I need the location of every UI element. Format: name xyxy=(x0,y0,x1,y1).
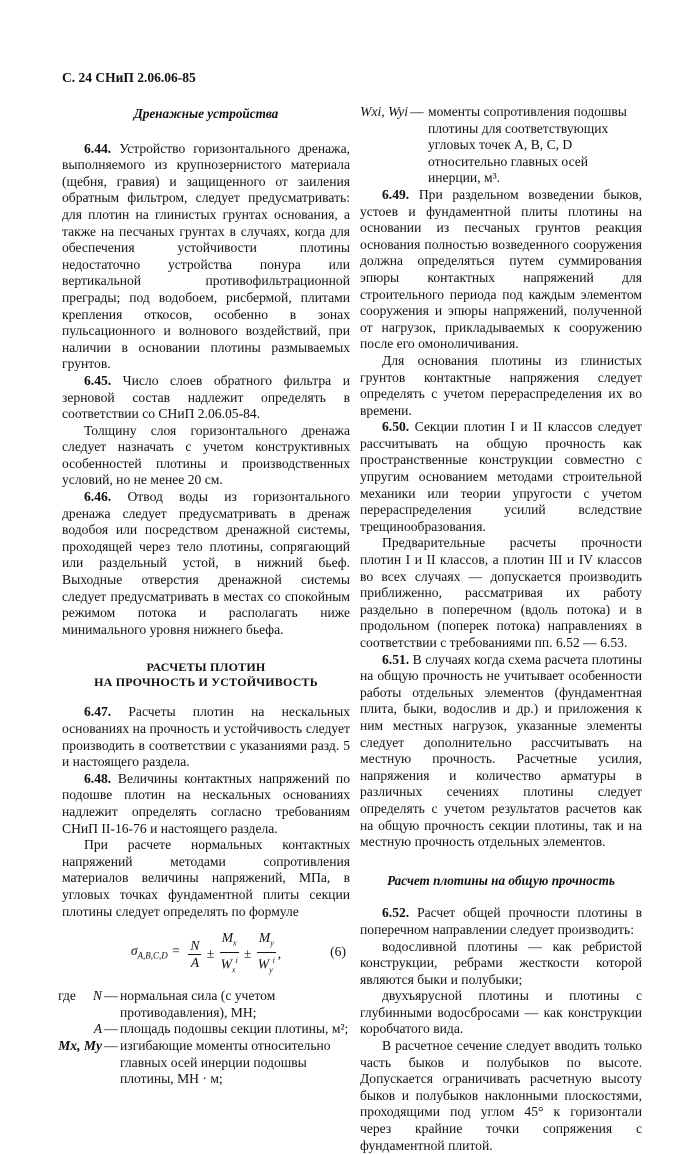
symbol-w: Wxi, Wyi xyxy=(360,104,408,119)
section-title-general-strength: Расчет плотины на общую прочность xyxy=(387,872,615,888)
symbol-m: Mx, My xyxy=(58,1037,102,1053)
symbol-a: A xyxy=(93,1021,102,1037)
paragraph-6-45-b: Толщину слоя горизонтального дренажа следует назначать с учетом конструктивных особенностей плотины и производственных условий, но не менее 20 см. xyxy=(62,422,350,488)
left-column xyxy=(58,100,350,1088)
where-word: где xyxy=(58,988,76,1004)
definition-text: площадь подошвы секции плотины, м²; xyxy=(120,1021,349,1037)
clause-number: 6.52. xyxy=(382,905,410,921)
clause-number: 6.47. xyxy=(84,704,112,720)
fraction-mx-wx: $\frac{M_x}{W_x^i}$ xyxy=(220,930,238,975)
definition-text: нормальная сила (с учетом противодавления), МН; xyxy=(120,988,276,1020)
paragraph-6-50-b: Предварительные расчеты прочности плотин I и II классов, а плотин III и IV классов во всех случаях — допускается производить приближенно, рассматривая их работу раздельно в поперечном (вдоль потока) и в продольном (поперек потока) направлениях в соответствии с требованиями пп. 6.52 — 6.53. xyxy=(360,535,642,650)
paragraph-text: Отвод воды из горизонтального дренажа следует предусматривать в дренаж водобоя или посредством дренажной системы, проходящей через тело плотины, сопрягающий или раздельный устой, в нижний бьеф. Выходные отверстия дренажной системы следует предусматривать в местах со спокойным режимом потока и располагать ниже минимального уровня нижнего бьефа. xyxy=(62,489,350,637)
clause-number: 6.50. xyxy=(382,419,410,435)
paragraph-6-51 xyxy=(360,652,642,851)
paragraph-text: В случаях когда схема расчета плотины на общую прочность не учитывает особенности работы отдельных элементов (фундаментная плита, быки, водослив и др.) и приложения к ним местных нагрузок, указанные элементы следует дополнительно рассчитывать на местную прочность. Расчетные усилия, напряжения и количество арматуры в различных сечениях плотины следует определять с учетом результатов расчетов как на общую прочность секции плотины, так и на местную прочность отдельных элементов. xyxy=(360,651,642,850)
section-title-calculations-line1: РАСЧЕТЫ ПЛОТИН xyxy=(146,660,266,675)
paragraph-6-52-c: В расчетное сечение следует вводить только часть быков и полубыков по высоте. Допускается ограничивать расчетную высоту быков и полубыков наклонными плоскостями, проходящими под углом 45° к горизонтали через крайние точки сопряжения с фундаментной плитой. xyxy=(360,1038,642,1153)
paragraph-text: Секции плотин I и II классов следует рассчитывать на общую прочность как пространственные конструкции совместно с упругим основанием методами строительной механики или теории упругости с учетом перераспределения усилий вследствие трещинообразования. xyxy=(360,419,642,534)
paragraph-text: Величины контактных напряжений по подошве плотин на нескальных основаниях надлежит определять согласно требованиям СНиП II-16-76 и настоящего раздела. xyxy=(62,770,350,836)
paragraph-text: При раздельном возведении быков, устоев и фундаментной плиты плотины на основании из песчаных грунтов реакция основания полностью возведенного сооружения должна определяться путем суммирования эпюры контактных напряжений для строительного периода под каждым элементом сооружения и эпюры напряжений, полученной от нагрузок, прикладываемых к сооружению после его омоноличивания. xyxy=(360,186,642,352)
paragraph-6-45 xyxy=(62,373,350,423)
paragraph-6-52 xyxy=(360,905,642,938)
paragraph-6-52-b: двухъярусной плотины и плотины с глубинными водосбросами — как конструкции коробчатого вида. xyxy=(360,988,642,1037)
clause-number: 6.46. xyxy=(84,489,112,505)
definition-n: где N — нормальная сила (с учетом противодавления), МН; xyxy=(22,988,350,1021)
paragraph-text: Устройство горизонтального дренажа, выполняемого из крупнозернистого материала (щебня, гравия) и защищенного от заиления обратным фильтром, следует предусматривать: для плотин на глинистых грунтах основания, а также на песчаных грунтах в случаях, когда для обеспечения устойчивости плотины недостаточно устройства понура или вертикальной противофильтрационной преграды; под водобоем, рисбермой, плитами крепления откосов, особенно в зонах пульсационного и волнового воздействий, при наличии в основании плотины размываемых грунтов. xyxy=(62,140,350,372)
section-title-drainage: Дренажные устройства xyxy=(133,106,279,121)
definition-text: моменты сопротивления подошвы плотины для соответствующих угловых точек A, B, C, D относительно главных осей инерции, м³. xyxy=(428,104,627,186)
paragraph-6-46 xyxy=(62,489,350,638)
paragraph-6-44 xyxy=(62,141,350,373)
clause-number: 6.48. xyxy=(84,770,112,786)
section-title-calculations-line2: НА ПРОЧНОСТЬ И УСТОЙЧИВОСТЬ xyxy=(94,675,318,690)
clause-number: 6.44. xyxy=(84,140,112,156)
symbol-n: N xyxy=(92,988,102,1004)
fraction-my-wy: $\frac{M_y}{W_y^i}$ xyxy=(257,930,275,975)
paragraph-6-49 xyxy=(360,187,642,353)
paragraph-6-52-a: водосливной плотины — как ребристой конструкции, ребрами жесткости которой являются быки и полубыки; xyxy=(360,938,642,987)
page-header: С. 24 СНиП 2.06.06-85 xyxy=(62,70,196,85)
definition-m: Mx, My — изгибающие моменты относительно главных осей инерции подошвы плотины, МН · м; xyxy=(42,1038,350,1088)
formula-sigma: $\sigma_{A,B,C,D}$ = xyxy=(130,943,181,962)
equation-number: (6) xyxy=(330,944,346,960)
paragraph-6-50 xyxy=(360,419,642,535)
clause-number: 6.51. xyxy=(382,651,410,667)
fraction-n-a: $\frac{N}{A}$ xyxy=(190,937,200,970)
paragraph-6-48-b: При расчете нормальных контактных напряжений методами сопротивления материалов величины напряжений, МПа, в угловых точках фундаментной плиты секции плотины следует определять по формуле xyxy=(62,837,350,919)
paragraph-text: Расчеты плотин на нескальных основаниях на прочность и устойчивость следует производить в соответствии с указаниями разд. 5 и настоящего раздела. xyxy=(62,704,350,770)
paragraph-text: Число слоев обратного фильтра и зерновой состав надлежит определять в соответствии со СНиП 2.06.05-84. xyxy=(62,372,350,422)
paragraph-6-48 xyxy=(62,771,350,837)
definition-w: Wxi, Wyi — моменты сопротивления подошвы плотины для соответствующих угловых точек A, B, C, D относительно главных осей инерции, м³. xyxy=(360,104,642,187)
clause-number: 6.49. xyxy=(382,186,410,202)
right-column xyxy=(360,100,642,1154)
clause-number: 6.45. xyxy=(84,372,112,388)
paragraph-text: Расчет общей прочности плотины в поперечном направлении следует производить: xyxy=(360,905,642,937)
definition-text: изгибающие моменты относительно главных осей инерции подошвы плотины, МН · м; xyxy=(120,1037,331,1087)
paragraph-6-47 xyxy=(62,704,350,770)
formula-6: $\sigma_{A,B,C,D}$ = $\frac{N}{A}$ ± $\frac{M_x}{W_x^i}$ ± $\frac{M_y}{W_y^i}$ , (6) xyxy=(62,930,350,978)
definition-a: A — площадь подошвы секции плотины, м²; xyxy=(62,1021,350,1038)
paragraph-6-49-b: Для основания плотины из глинистых грунтов контактные напряжения следует определять с учетом перераспределения их во времени. xyxy=(360,352,642,418)
